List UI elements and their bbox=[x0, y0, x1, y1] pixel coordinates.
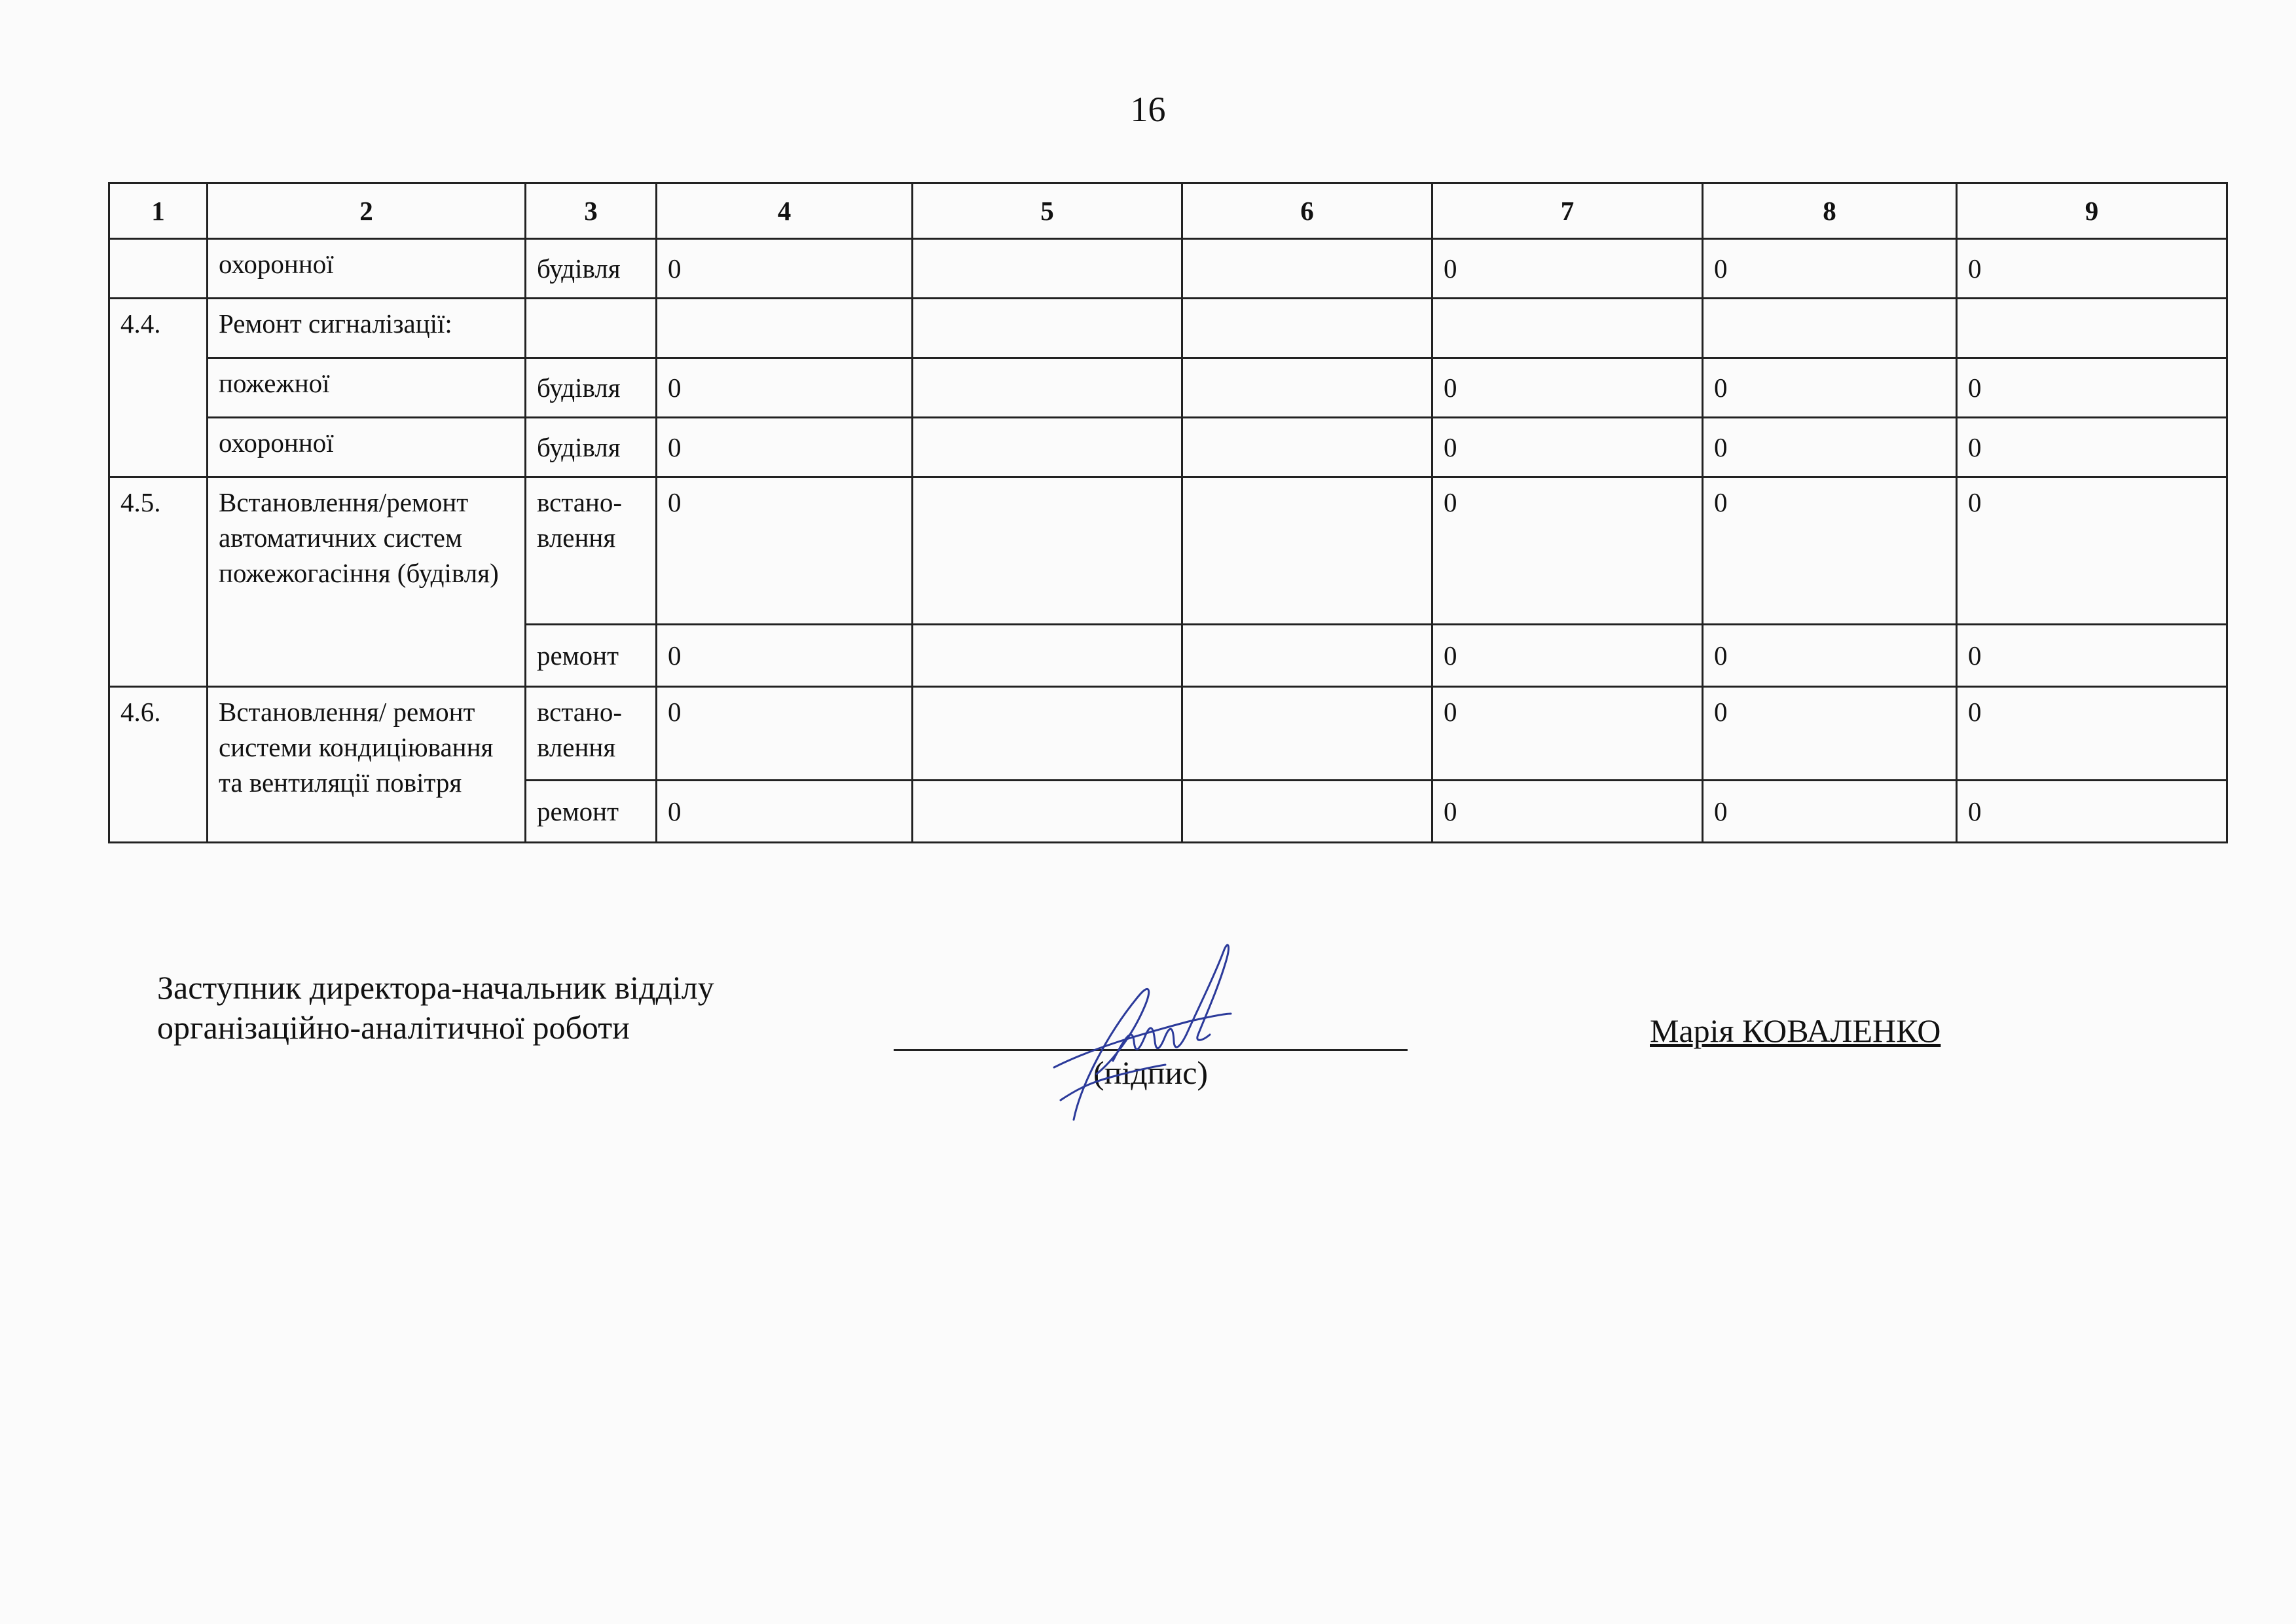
table-cell: 0 bbox=[1703, 418, 1957, 477]
header-cell: 7 bbox=[1432, 183, 1703, 239]
table-row bbox=[109, 358, 2227, 418]
table-cell: 0 bbox=[1703, 781, 1957, 843]
table-cell: 0 bbox=[1957, 781, 2227, 843]
table-cell: 0 bbox=[1957, 477, 2227, 625]
table-cell: будівля bbox=[526, 239, 657, 299]
table-cell bbox=[1703, 299, 1957, 358]
header-cell: 3 bbox=[526, 183, 657, 239]
table-cell: 0 bbox=[1957, 358, 2227, 418]
table-header-row bbox=[109, 183, 2227, 239]
table-cell bbox=[913, 625, 1182, 687]
table-cell: 0 bbox=[1703, 477, 1957, 625]
table-cell bbox=[913, 781, 1182, 843]
table-cell bbox=[913, 418, 1182, 477]
table-cell: 0 bbox=[1703, 625, 1957, 687]
table-cell: встано-влення bbox=[526, 687, 657, 781]
table-cell: 0 bbox=[657, 781, 913, 843]
table-cell bbox=[1957, 299, 2227, 358]
table-cell: 0 bbox=[657, 477, 913, 625]
table-row bbox=[109, 477, 2227, 625]
table-cell: 0 bbox=[657, 418, 913, 477]
table-cell: будівля bbox=[526, 418, 657, 477]
signature-caption: (підпис) bbox=[1093, 1054, 1209, 1091]
table-cell: 0 bbox=[1432, 625, 1703, 687]
table-cell: 0 bbox=[657, 625, 913, 687]
table-cell: 0 bbox=[1432, 477, 1703, 625]
header-cell: 5 bbox=[913, 183, 1182, 239]
table-cell: пожежної bbox=[208, 358, 526, 418]
signatory-name: Марія КОВАЛЕНКО bbox=[1650, 1012, 1941, 1049]
table-cell: 0 bbox=[657, 239, 913, 299]
table-cell bbox=[913, 477, 1182, 625]
table-cell bbox=[913, 239, 1182, 299]
header-cell: 4 bbox=[657, 183, 913, 239]
table-cell bbox=[1182, 358, 1432, 418]
table-cell: Встановлення/ ремонт системи кондиціювання та вентиляції повітря bbox=[208, 687, 526, 843]
header-cell: 1 bbox=[109, 183, 208, 239]
table-cell bbox=[109, 239, 208, 299]
table-cell: 0 bbox=[1957, 418, 2227, 477]
table-cell: Встановлення/ремонт автоматичних систем пожежогасіння (будівля) bbox=[208, 477, 526, 687]
table-cell bbox=[1182, 625, 1432, 687]
handwritten-signature bbox=[1034, 936, 1283, 1133]
table-cell: встано-влення bbox=[526, 477, 657, 625]
table-cell: 0 bbox=[1432, 687, 1703, 781]
table-cell: ремонт bbox=[526, 781, 657, 843]
table-cell: 0 bbox=[1957, 239, 2227, 299]
table-cell: ремонт bbox=[526, 625, 657, 687]
table-cell: 0 bbox=[1703, 358, 1957, 418]
position-title: Заступник директора-начальник відділу організаційно-аналітичної роботи bbox=[157, 969, 714, 1046]
table-cell: охоронної bbox=[208, 239, 526, 299]
table-cell bbox=[1182, 687, 1432, 781]
table-cell bbox=[1182, 239, 1432, 299]
table-row bbox=[109, 418, 2227, 477]
header-cell: 8 bbox=[1703, 183, 1957, 239]
table-cell: 0 bbox=[1957, 625, 2227, 687]
table-cell bbox=[913, 299, 1182, 358]
table-cell: Ремонт сигналізації: bbox=[208, 299, 526, 358]
table-cell bbox=[657, 299, 913, 358]
table-cell bbox=[1432, 299, 1703, 358]
table-row bbox=[109, 299, 2227, 358]
table-cell bbox=[913, 358, 1182, 418]
header-cell: 6 bbox=[1182, 183, 1432, 239]
table-cell bbox=[1182, 781, 1432, 843]
table-cell: охоронної bbox=[208, 418, 526, 477]
table-cell: 0 bbox=[1703, 687, 1957, 781]
table-row bbox=[109, 687, 2227, 781]
table-cell: будівля bbox=[526, 358, 657, 418]
table-cell: 0 bbox=[657, 687, 913, 781]
row-number: 4.5. bbox=[109, 477, 208, 687]
table-cell: 0 bbox=[1957, 687, 2227, 781]
table-cell bbox=[1182, 299, 1432, 358]
row-number: 4.4. bbox=[109, 299, 208, 477]
table-cell: 0 bbox=[1432, 418, 1703, 477]
table-cell: 0 bbox=[1703, 239, 1957, 299]
table-cell: 0 bbox=[657, 358, 913, 418]
table-cell: 0 bbox=[1432, 358, 1703, 418]
table-cell: 0 bbox=[1432, 781, 1703, 843]
report-table bbox=[108, 182, 2228, 843]
table-cell: 0 bbox=[1432, 239, 1703, 299]
table-cell bbox=[1182, 477, 1432, 625]
page-number: 16 bbox=[1130, 90, 1166, 129]
row-number: 4.6. bbox=[109, 687, 208, 843]
table-row bbox=[109, 239, 2227, 299]
header-cell: 2 bbox=[208, 183, 526, 239]
table-cell bbox=[913, 687, 1182, 781]
table-cell bbox=[526, 299, 657, 358]
table-cell bbox=[1182, 418, 1432, 477]
header-cell: 9 bbox=[1957, 183, 2227, 239]
